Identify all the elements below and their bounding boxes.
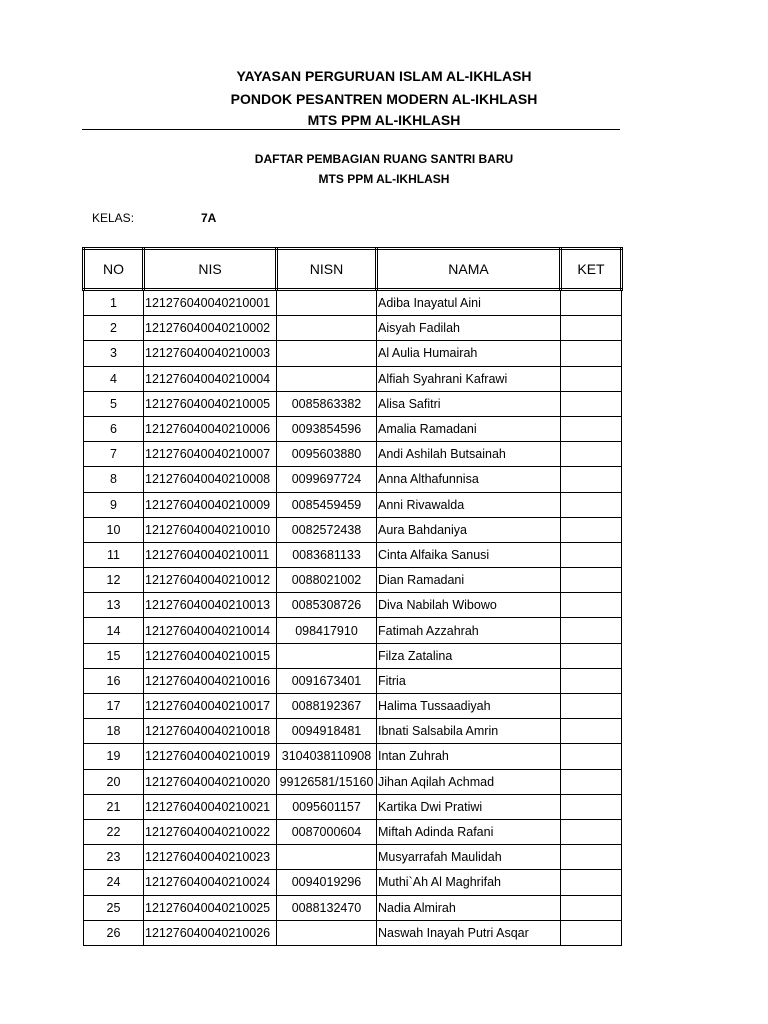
cell-nis: 121276040040210011	[144, 542, 277, 567]
cell-nis: 121276040040210008	[144, 467, 277, 492]
table-row	[84, 618, 622, 643]
cell-ket	[561, 467, 622, 492]
cell-ket	[561, 920, 622, 945]
table-row	[84, 366, 622, 391]
cell-nama: Aura Bahdaniya	[377, 517, 561, 542]
cell-nama: Jihan Aqilah Achmad	[377, 769, 561, 794]
cell-no: 25	[84, 895, 144, 920]
cell-nisn: 0082572438	[277, 517, 377, 542]
school-name: PONDOK PESANTREN MODERN AL-IKHLASH	[230, 91, 538, 107]
table-row	[84, 316, 622, 341]
cell-ket	[561, 593, 622, 618]
cell-nama: Anni Rivawalda	[377, 492, 561, 517]
table-row	[84, 643, 622, 668]
cell-nisn: 0085459459	[277, 492, 377, 517]
table-row	[84, 895, 622, 920]
cell-nama: Naswah Inayah Putri Asqar	[377, 920, 561, 945]
cell-nama: Adiba Inayatul Aini	[377, 290, 561, 316]
cell-nisn	[277, 366, 377, 391]
cell-nama: Nadia Almirah	[377, 895, 561, 920]
column-header-no: NO	[84, 249, 144, 290]
cell-nisn: 0088021002	[277, 568, 377, 593]
cell-no: 7	[84, 442, 144, 467]
cell-nisn: 0085308726	[277, 593, 377, 618]
cell-no: 6	[84, 416, 144, 441]
cell-nisn: 0083681133	[277, 542, 377, 567]
cell-ket	[561, 416, 622, 441]
table-body	[84, 290, 622, 946]
cell-nis: 121276040040210022	[144, 819, 277, 844]
cell-no: 2	[84, 316, 144, 341]
cell-nis: 121276040040210002	[144, 316, 277, 341]
kelas-value: 7A	[201, 211, 217, 225]
cell-no: 8	[84, 467, 144, 492]
cell-nama: Intan Zuhrah	[377, 744, 561, 769]
cell-no: 3	[84, 341, 144, 366]
cell-no: 14	[84, 618, 144, 643]
cell-nis: 121276040040210012	[144, 568, 277, 593]
cell-ket	[561, 290, 622, 316]
cell-nisn	[277, 845, 377, 870]
cell-no: 13	[84, 593, 144, 618]
cell-no: 10	[84, 517, 144, 542]
cell-ket	[561, 719, 622, 744]
cell-ket	[561, 366, 622, 391]
column-header-nisn: NISN	[277, 249, 377, 290]
cell-nisn	[277, 290, 377, 316]
table-row	[84, 719, 622, 744]
table-row	[84, 517, 622, 542]
cell-nis: 121276040040210019	[144, 744, 277, 769]
cell-ket	[561, 517, 622, 542]
cell-ket	[561, 870, 622, 895]
cell-nisn: 0095603880	[277, 442, 377, 467]
foundation-name: YAYASAN PERGURUAN ISLAM AL-IKHLASH	[236, 68, 532, 84]
cell-nama: Al Aulia Humairah	[377, 341, 561, 366]
cell-nis: 121276040040210024	[144, 870, 277, 895]
cell-no: 11	[84, 542, 144, 567]
column-header-ket: KET	[561, 249, 622, 290]
cell-nisn: 0085863382	[277, 391, 377, 416]
column-header-nama: NAMA	[377, 249, 561, 290]
cell-nama: Alfiah Syahrani Kafrawi	[377, 366, 561, 391]
cell-ket	[561, 668, 622, 693]
table-header-row	[84, 249, 622, 290]
cell-nis: 121276040040210013	[144, 593, 277, 618]
cell-nis: 121276040040210003	[144, 341, 277, 366]
table-row	[84, 542, 622, 567]
table-row	[84, 341, 622, 366]
cell-ket	[561, 341, 622, 366]
cell-nis: 121276040040210001	[144, 290, 277, 316]
cell-nis: 121276040040210021	[144, 794, 277, 819]
cell-nis: 121276040040210020	[144, 769, 277, 794]
table-row	[84, 744, 622, 769]
cell-no: 21	[84, 794, 144, 819]
cell-no: 18	[84, 719, 144, 744]
cell-nama: Ibnati Salsabila Amrin	[377, 719, 561, 744]
cell-nama: Amalia Ramadani	[377, 416, 561, 441]
cell-ket	[561, 694, 622, 719]
table-row	[84, 819, 622, 844]
cell-no: 5	[84, 391, 144, 416]
cell-nama: Kartika Dwi Pratiwi	[377, 794, 561, 819]
table-row	[84, 694, 622, 719]
cell-ket	[561, 316, 622, 341]
cell-ket	[561, 895, 622, 920]
table-row	[84, 391, 622, 416]
cell-no: 15	[84, 643, 144, 668]
cell-nama: Fitria	[377, 668, 561, 693]
cell-no: 26	[84, 920, 144, 945]
cell-nisn: 098417910	[277, 618, 377, 643]
table-row	[84, 492, 622, 517]
cell-nisn: 0099697724	[277, 467, 377, 492]
cell-no: 23	[84, 845, 144, 870]
cell-nama: Cinta Alfaika Sanusi	[377, 542, 561, 567]
cell-nis: 121276040040210006	[144, 416, 277, 441]
cell-ket	[561, 442, 622, 467]
cell-nis: 121276040040210010	[144, 517, 277, 542]
table-row	[84, 870, 622, 895]
column-header-nis: NIS	[144, 249, 277, 290]
cell-ket	[561, 744, 622, 769]
mts-name: MTS PPM AL-IKHLASH	[307, 112, 461, 128]
cell-nis: 121276040040210005	[144, 391, 277, 416]
cell-nama: Halima Tussaadiyah	[377, 694, 561, 719]
table-row	[84, 593, 622, 618]
cell-ket	[561, 618, 622, 643]
cell-ket	[561, 391, 622, 416]
cell-ket	[561, 819, 622, 844]
cell-no: 24	[84, 870, 144, 895]
cell-nisn	[277, 643, 377, 668]
cell-no: 1	[84, 290, 144, 316]
cell-nisn: 0088132470	[277, 895, 377, 920]
table-row	[84, 769, 622, 794]
cell-nama: Filza Zatalina	[377, 643, 561, 668]
cell-no: 22	[84, 819, 144, 844]
cell-nisn: 0094019296	[277, 870, 377, 895]
cell-nama: Fatimah Azzahrah	[377, 618, 561, 643]
cell-nisn	[277, 341, 377, 366]
cell-nis: 121276040040210023	[144, 845, 277, 870]
cell-no: 12	[84, 568, 144, 593]
cell-ket	[561, 769, 622, 794]
document-subtitle: MTS PPM AL-IKHLASH	[318, 172, 450, 186]
cell-nis: 121276040040210004	[144, 366, 277, 391]
cell-ket	[561, 568, 622, 593]
cell-no: 4	[84, 366, 144, 391]
cell-nama: Musyarrafah Maulidah	[377, 845, 561, 870]
cell-nisn: 0095601157	[277, 794, 377, 819]
cell-ket	[561, 845, 622, 870]
cell-nis: 121276040040210007	[144, 442, 277, 467]
cell-nis: 121276040040210018	[144, 719, 277, 744]
table-row	[84, 845, 622, 870]
cell-nis: 121276040040210017	[144, 694, 277, 719]
cell-no: 16	[84, 668, 144, 693]
table-row	[84, 568, 622, 593]
student-table	[82, 247, 623, 946]
cell-nisn: 3104038110908	[277, 744, 377, 769]
cell-nama: Andi Ashilah Butsainah	[377, 442, 561, 467]
table-row	[84, 920, 622, 945]
document-title: DAFTAR PEMBAGIAN RUANG SANTRI BARU	[254, 152, 514, 166]
cell-nama: Diva Nabilah Wibowo	[377, 593, 561, 618]
table-row	[84, 467, 622, 492]
cell-nisn	[277, 920, 377, 945]
cell-nis: 121276040040210026	[144, 920, 277, 945]
cell-nisn	[277, 316, 377, 341]
cell-nama: Muthi`Ah Al Maghrifah	[377, 870, 561, 895]
cell-ket	[561, 794, 622, 819]
cell-nama: Miftah Adinda Rafani	[377, 819, 561, 844]
cell-nama: Aisyah Fadilah	[377, 316, 561, 341]
table-row	[84, 668, 622, 693]
cell-nisn: 99126581/15160	[277, 769, 377, 794]
cell-no: 19	[84, 744, 144, 769]
cell-nama: Alisa Safitri	[377, 391, 561, 416]
header-divider	[82, 129, 620, 130]
kelas-label: KELAS:	[92, 211, 135, 225]
cell-ket	[561, 542, 622, 567]
cell-nisn: 0091673401	[277, 668, 377, 693]
cell-nama: Dian Ramadani	[377, 568, 561, 593]
cell-nis: 121276040040210015	[144, 643, 277, 668]
table-row	[84, 416, 622, 441]
table-row	[84, 794, 622, 819]
cell-nisn: 0088192367	[277, 694, 377, 719]
cell-nama: Anna Althafunnisa	[377, 467, 561, 492]
cell-nisn: 0087000604	[277, 819, 377, 844]
cell-nisn: 0093854596	[277, 416, 377, 441]
cell-nisn: 0094918481	[277, 719, 377, 744]
table-row	[84, 442, 622, 467]
cell-no: 17	[84, 694, 144, 719]
table-row	[84, 290, 622, 316]
cell-ket	[561, 643, 622, 668]
cell-no: 20	[84, 769, 144, 794]
cell-nis: 121276040040210016	[144, 668, 277, 693]
cell-ket	[561, 492, 622, 517]
cell-no: 9	[84, 492, 144, 517]
cell-nis: 121276040040210014	[144, 618, 277, 643]
cell-nis: 121276040040210009	[144, 492, 277, 517]
cell-nis: 121276040040210025	[144, 895, 277, 920]
